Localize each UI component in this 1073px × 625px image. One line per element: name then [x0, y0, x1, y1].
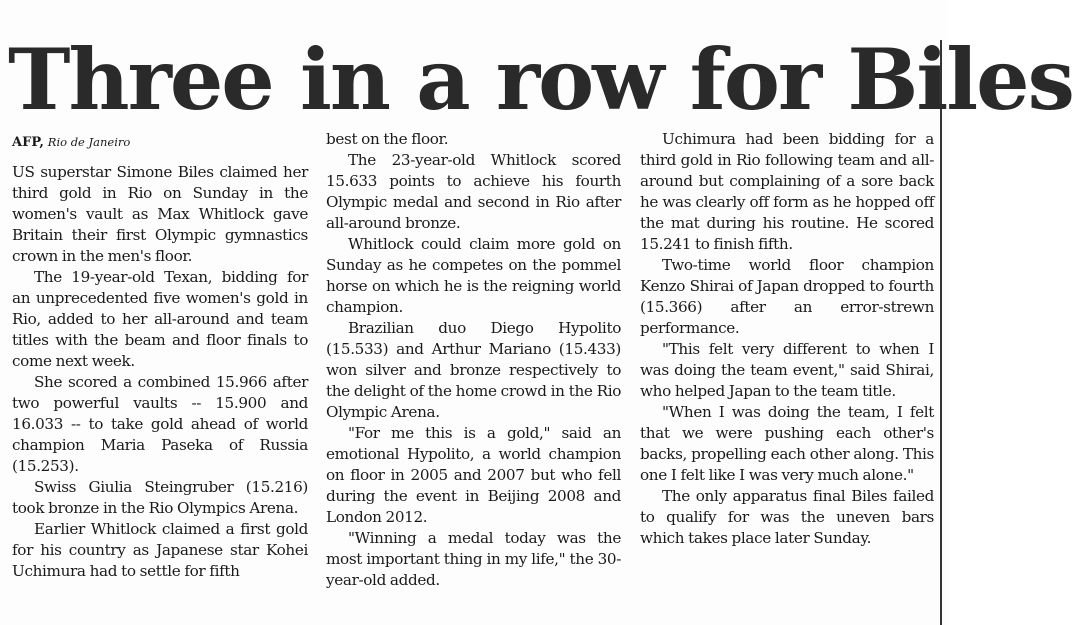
news-agency: AFP, [12, 135, 44, 150]
paragraph: The 19-year-old Texan, bidding for an unprecedented five women's gold in Rio, added to her all-around and team titles with the beam and floor finals to come next week. [12, 268, 308, 370]
paragraph: She scored a combined 15.966 after two powerful vaults -- 15.900 and 16.033 -- to take gold ahead of world champion Maria Paseka of Russia (15.253). [12, 373, 308, 475]
paragraph: US superstar Simone Biles claimed her third gold in Rio on Sunday in the women's vault as Max Whitlock gave Britain their first Olympic gymnastics crown in the men's floor. [12, 163, 308, 265]
paragraph-continued: best on the floor. [326, 130, 449, 148]
article-headline: Three in a row for Biles [8, 30, 1073, 129]
paragraph: Swiss Giulia Steingruber (15.216) took bronze in the Rio Olympics Arena. [12, 478, 308, 517]
dateline-location: Rio de Janeiro [47, 135, 131, 149]
article-dateline [12, 133, 130, 152]
paragraph: Two-time world floor champion Kenzo Shirai of Japan dropped to fourth (15.366) after an error-strewn performance. [640, 256, 934, 337]
previous-article-edge [0, 0, 948, 6]
paragraph: The 23-year-old Whitlock scored 15.633 points to achieve his fourth Olympic medal and second in Rio after all-around bronze. [326, 151, 621, 232]
paragraph: Uchimura had been bidding for a third gold in Rio following team and all-around but complaining of a sore back he was clearly off form as he hopped off the mat during his routine. He scored 15.241 to finish fifth. [640, 130, 934, 253]
paragraph: The only apparatus final Biles failed to qualify for was the uneven bars which takes place later Sunday. [640, 487, 934, 547]
paragraph: "For me this is a gold," said an emotional Hypolito, a world champion on floor in 2005 and 2007 but who fell during the event in Beijing 2008 and London 2012. [326, 424, 621, 526]
paragraph: Earlier Whitlock claimed a first gold for his country as Japanese star Kohei Uchimura had to settle for fifth [12, 520, 308, 580]
article-column-2 [326, 129, 621, 591]
article-column-1 [12, 162, 308, 582]
article-column-3 [640, 129, 934, 549]
paragraph: "This felt very different to when I was doing the team event," said Shirai, who helped Japan to the team title. [640, 340, 934, 400]
paragraph: "When I was doing the team, I felt that we were pushing each other's backs, propelling each other along. This one I felt like I was very much alone." [640, 403, 934, 484]
paragraph: Whitlock could claim more gold on Sunday as he competes on the pommel horse on which he is the reigning world champion. [326, 235, 621, 316]
paragraph: "Winning a medal today was the most important thing in my life," the 30-year-old added. [326, 529, 621, 589]
paragraph: Brazilian duo Diego Hypolito (15.533) and Arthur Mariano (15.433) won silver and bronze respectively to the delight of the home crowd in the Rio Olympic Arena. [326, 319, 621, 421]
